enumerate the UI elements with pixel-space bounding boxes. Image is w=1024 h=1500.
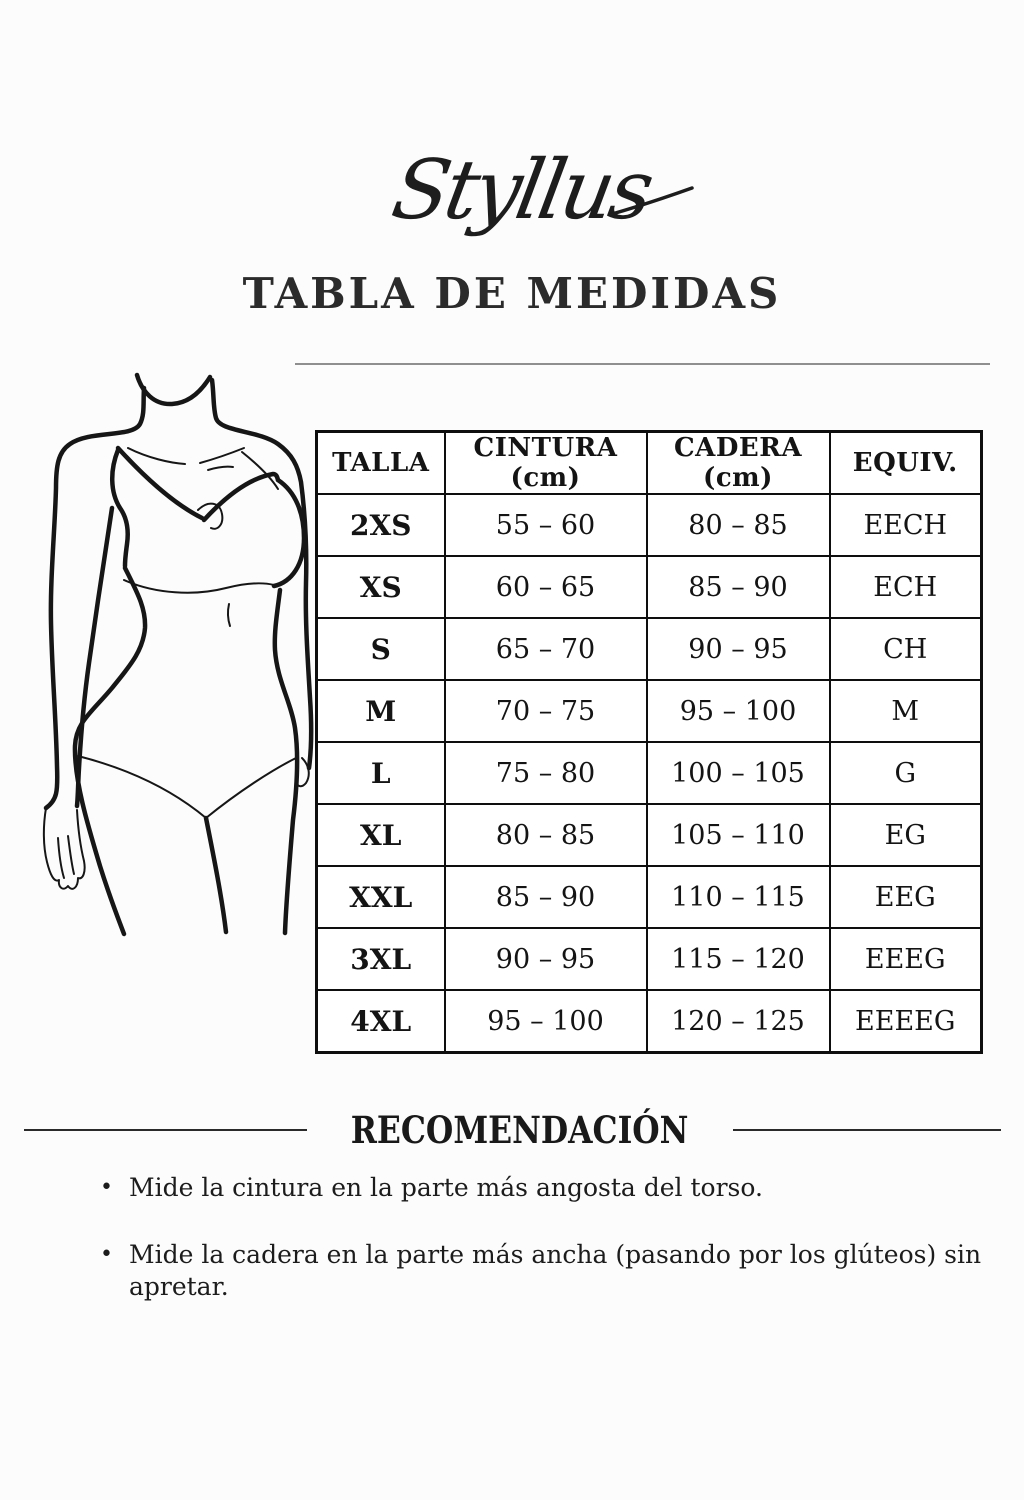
cell-talla: 2XS: [317, 494, 445, 556]
cell-cintura: 85 – 90: [445, 866, 647, 928]
cell-equiv: G: [830, 742, 982, 804]
col-header-equiv: EQUIV.: [830, 432, 982, 495]
recommendation-text: Mide la cadera en la parte más ancha (pasando por los glúteos) sin apretar.: [128, 1239, 982, 1301]
cell-cadera: 85 – 90: [647, 556, 830, 618]
recommendation-text: Mide la cintura en la parte más angosta del torso.: [128, 1173, 763, 1202]
col-header-cintura: CINTURA (cm): [445, 432, 647, 495]
brand-logo: [330, 118, 710, 268]
table-row: [317, 804, 982, 866]
cell-equiv: EEEG: [830, 928, 982, 990]
cell-cintura: 55 – 60: [445, 494, 647, 556]
table-row: [317, 494, 982, 556]
cell-talla: XS: [317, 556, 445, 618]
cell-cintura: 60 – 65: [445, 556, 647, 618]
cell-cadera: 100 – 105: [647, 742, 830, 804]
brand-signature-icon: [330, 118, 710, 268]
cell-cintura: 80 – 85: [445, 804, 647, 866]
cell-talla: 4XL: [317, 990, 445, 1053]
woman-body-outline-icon: [30, 368, 320, 1048]
cell-cintura: 90 – 95: [445, 928, 647, 990]
cell-cadera: 95 – 100: [647, 680, 830, 742]
woman-figure-illustration: [30, 368, 320, 1048]
recommendation-section-heading: [85, 1108, 940, 1152]
table-row: [317, 680, 982, 742]
bullet-icon: •: [100, 1241, 113, 1267]
list-item: [100, 1172, 1000, 1205]
cell-talla: XXL: [317, 866, 445, 928]
cell-cadera: 80 – 85: [647, 494, 830, 556]
table-row: [317, 618, 982, 680]
cell-equiv: EEG: [830, 866, 982, 928]
heading-rule-right: [733, 1129, 1001, 1131]
cell-equiv: ECH: [830, 556, 982, 618]
cell-talla: XL: [317, 804, 445, 866]
size-table: [315, 430, 983, 1054]
cell-cadera: 110 – 115: [647, 866, 830, 928]
table-row: [317, 742, 982, 804]
table-row: [317, 990, 982, 1053]
table-row: [317, 866, 982, 928]
cell-cintura: 70 – 75: [445, 680, 647, 742]
recommendation-title: RECOMENDACIÓN: [351, 1108, 689, 1152]
cell-talla: M: [317, 680, 445, 742]
cell-equiv: M: [830, 680, 982, 742]
cell-cintura: 65 – 70: [445, 618, 647, 680]
divider-line: [295, 363, 990, 365]
cell-equiv: EG: [830, 804, 982, 866]
heading-rule-left: [24, 1129, 307, 1131]
cell-cadera: 115 – 120: [647, 928, 830, 990]
cell-cadera: 90 – 95: [647, 618, 830, 680]
recommendation-list: [100, 1172, 1000, 1304]
page-title: TABLA DE MEDIDAS: [242, 269, 782, 318]
cell-equiv: EECH: [830, 494, 982, 556]
cell-cintura: 95 – 100: [445, 990, 647, 1053]
cell-cadera: 105 – 110: [647, 804, 830, 866]
table-row: [317, 556, 982, 618]
bullet-icon: •: [100, 1175, 113, 1200]
cell-talla: 3XL: [317, 928, 445, 990]
col-header-cadera: CADERA (cm): [647, 432, 830, 495]
cell-equiv: EEEEG: [830, 990, 982, 1053]
table-row: [317, 928, 982, 990]
list-item: [100, 1239, 1000, 1304]
cell-talla: S: [317, 618, 445, 680]
cell-cadera: 120 – 125: [647, 990, 830, 1053]
cell-equiv: CH: [830, 618, 982, 680]
size-table-header-row: [317, 432, 982, 495]
cell-cintura: 75 – 80: [445, 742, 647, 804]
col-header-talla: TALLA: [317, 432, 445, 495]
cell-talla: L: [317, 742, 445, 804]
brand-logo-text: Styllus: [385, 142, 658, 238]
